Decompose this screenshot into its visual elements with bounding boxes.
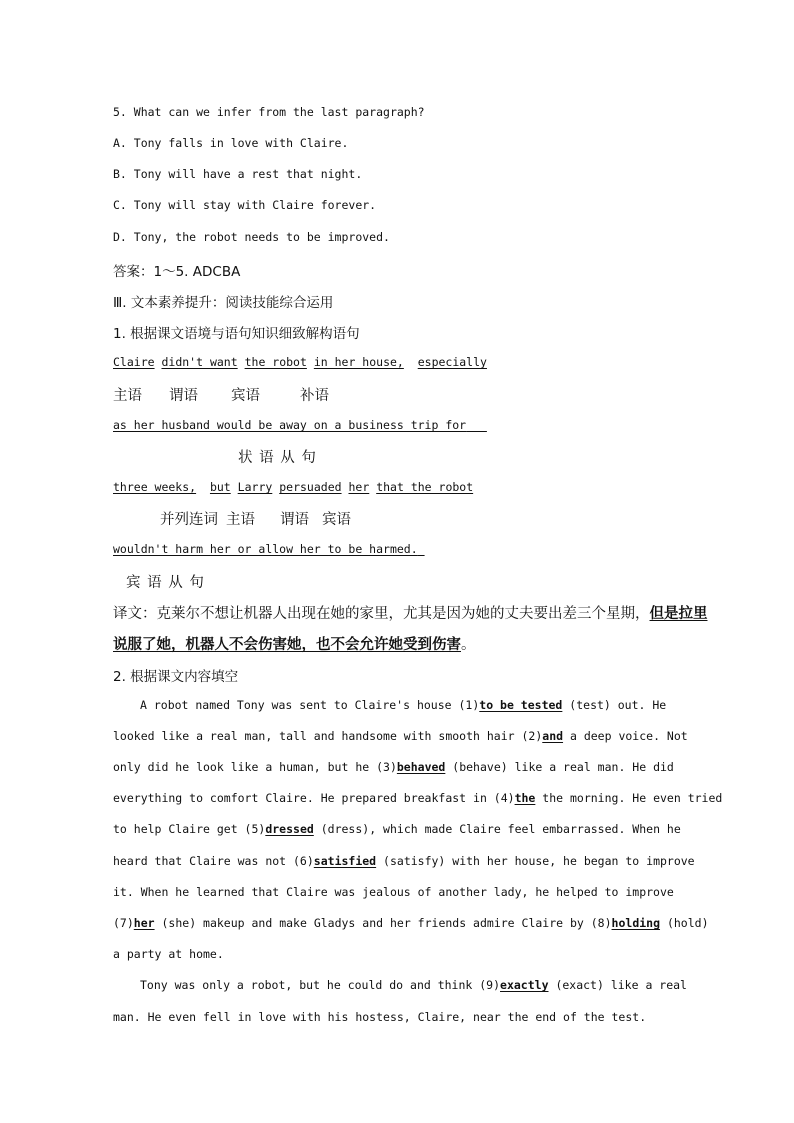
- option-d: D. Tony, the robot needs to be improved.: [113, 230, 390, 244]
- analysis-line-2: [113, 418, 487, 432]
- label-predicate-2: 谓语: [280, 512, 309, 528]
- blank-9: exactly: [500, 978, 549, 992]
- blank-3: behaved: [396, 760, 446, 774]
- translation-emphasis-1: 但是拉里: [649, 606, 708, 622]
- cloze-text: the morning. He even tried: [542, 791, 723, 805]
- question-stem: 5. What can we infer from the last paragraph?: [113, 105, 425, 119]
- label-object: 宾语: [231, 388, 260, 404]
- blank-2: and: [542, 729, 564, 743]
- blank-7: her: [133, 916, 155, 930]
- answer-key: 答案：1～5. ADCBA: [113, 264, 241, 280]
- cloze-line-1: [140, 698, 666, 712]
- blank-4: the: [514, 791, 536, 805]
- section-title: Ⅲ. 文本素养提升：阅读技能综合运用: [113, 295, 334, 311]
- predicate-2: persuaded: [279, 480, 342, 494]
- cloze-line-11: man. He even fell in love with his hostess, Claire, near the end of the test.: [113, 1010, 647, 1024]
- cloze-text: only did he look like a human, but he (3): [113, 760, 397, 774]
- translation-line-2: [113, 633, 476, 654]
- object-clause: wouldn't harm her or allow her to be harmed.: [113, 542, 418, 556]
- label-conjunction: 并列连词: [160, 512, 218, 528]
- cloze-text: (7): [113, 916, 134, 930]
- cloze-line-6: [113, 854, 695, 868]
- blank-5: dressed: [265, 822, 314, 836]
- cloze-line-3: [113, 760, 674, 774]
- blank-1: to be tested: [479, 698, 563, 712]
- cloze-text: (exact) like a real: [555, 978, 687, 992]
- part2-title: 2. 根据课文内容填空: [113, 669, 239, 685]
- object: the robot: [244, 355, 307, 369]
- label-adverbial-clause: 状 语 从 句: [238, 450, 317, 466]
- label-subject: 主语: [113, 388, 142, 404]
- label-predicate: 谓语: [169, 388, 198, 404]
- cloze-text: a deep voice. Not: [569, 729, 688, 743]
- cloze-text: (she) makeup and make Gladys and her friends admire Claire by (8): [161, 916, 612, 930]
- label-object-clause: 宾 语 从 句: [126, 575, 205, 591]
- cloze-text: looked like a real man, tall and handsome with smooth hair (2): [113, 729, 543, 743]
- cloze-text: Tony was only a robot, but he could do and think (9): [140, 978, 501, 992]
- adverbial-end: three weeks,: [113, 480, 197, 494]
- cloze-text: (behave) like a real man. He did: [452, 760, 674, 774]
- cloze-line-4: [113, 791, 722, 805]
- option-b: B. Tony will have a rest that night.: [113, 167, 363, 181]
- label-subject-2: 主语: [226, 512, 255, 528]
- cloze-text: (satisfy) with her house, he began to improve: [383, 854, 695, 868]
- object-2: her: [348, 480, 370, 494]
- subject-2: Larry: [237, 480, 273, 494]
- complement: in her house,: [313, 355, 404, 369]
- label-complement: 补语: [300, 388, 329, 404]
- cloze-text: heard that Claire was not (6): [113, 854, 314, 868]
- part1-title: 1. 根据课文语境与语句知识细致解构语句: [113, 326, 360, 342]
- blank-6: satisfied: [313, 854, 377, 868]
- option-a: A. Tony falls in love with Claire.: [113, 136, 349, 150]
- cloze-line-7: it. When he learned that Claire was jealous of another lady, he helped to improve: [113, 885, 674, 899]
- translation-emphasis-2: 说服了她，机器人不会伤害她，也不会允许她受到伤害: [113, 637, 461, 653]
- blank-8: holding: [611, 916, 661, 930]
- cloze-line-8: [113, 916, 709, 930]
- analysis-line-3: [113, 480, 473, 494]
- option-c: C. Tony will stay with Claire forever.: [113, 198, 377, 212]
- cloze-text: to help Claire get (5): [113, 822, 266, 836]
- cloze-text: A robot named Tony was sent to Claire's house (1): [140, 698, 480, 712]
- predicate: didn't want: [161, 355, 238, 369]
- cloze-line-10: [140, 978, 687, 992]
- cloze-text: (hold): [666, 916, 709, 930]
- cloze-line-9: a party at home.: [113, 947, 224, 961]
- cloze-text: (dress), which made Claire feel embarrassed. When he: [320, 822, 681, 836]
- cloze-text: (test) out. He: [569, 698, 667, 712]
- analysis-line-1: [113, 355, 487, 369]
- cloze-text: everything to comfort Claire. He prepared breakfast in (4): [113, 791, 515, 805]
- cloze-line-2: [113, 729, 688, 743]
- label-object-2: 宾语: [322, 512, 351, 528]
- adverbial-start: especially: [417, 355, 487, 369]
- translation-end: 。: [461, 637, 476, 653]
- translation-text: 译文：克莱尔不想让机器人出现在她的家里，尤其是因为她的丈夫要出差三个星期，: [113, 606, 650, 622]
- adverbial-clause: as her husband would be away on a business trip for: [113, 418, 467, 432]
- translation-line-1: [113, 602, 708, 623]
- cloze-line-5: [113, 822, 681, 836]
- analysis-line-4: [113, 542, 425, 556]
- subject: Claire: [113, 355, 155, 369]
- object-clause-start: that the robot: [376, 480, 474, 494]
- conjunction: but: [209, 480, 231, 494]
